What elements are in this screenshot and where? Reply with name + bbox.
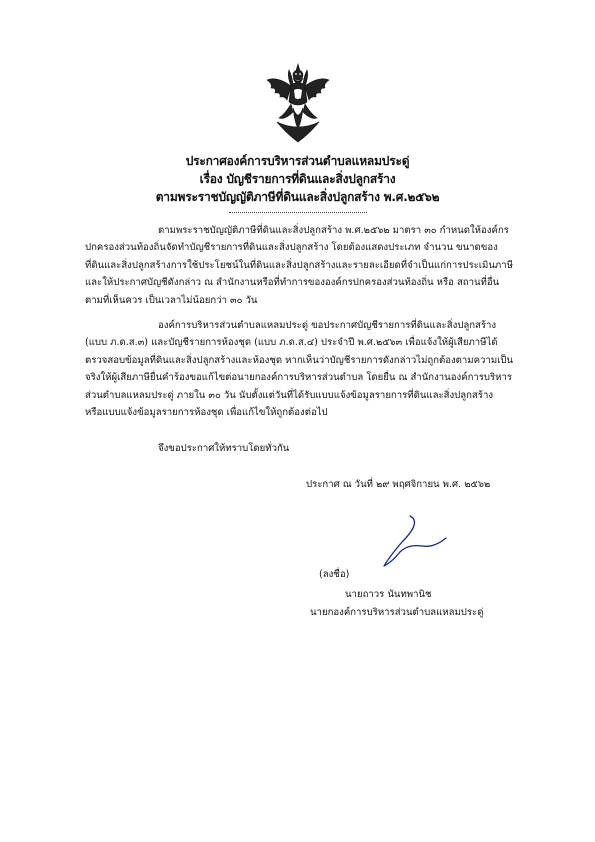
signatory-name: นายถาวร นันทพานิช xyxy=(345,589,432,600)
garuda-emblem-icon xyxy=(263,62,333,144)
paragraph-line: ตามพระราชบัญญัติภาษีที่ดินและสิ่งปลูกสร้าง พ.ศ.๒๕๖๒ มาตรา ๓๐ กำหนดให้องค์กร xyxy=(158,225,509,236)
closing-statement: จึงขอประกาศให้ทราบโดยทั่วกัน xyxy=(158,443,290,454)
body-paragraph-2 xyxy=(85,317,514,421)
announcement-title: ประกาศองค์การบริหารส่วนตำบลแหลมประดู่ xyxy=(185,154,410,168)
paragraph-line: จริงให้ผู้เสียภาษียื่นคำร้องขอแก้ไขต่อนายกองค์การบริหารส่วนตำบล โดยยื่น ณ สำนักงานองค์การบริหาร xyxy=(85,372,513,384)
paragraph-line: หรือแบบแจ้งข้อมูลรายการห้องชุด เพื่อแก้ไขให้ถูกต้องต่อไป xyxy=(85,406,328,418)
title-separator xyxy=(229,212,367,213)
paragraph-line: ตามที่เห็นควร เป็นเวลาไม่น้อยกว่า ๓๐ วัน xyxy=(85,294,258,306)
handwritten-signature xyxy=(362,512,462,572)
announcement-legal-basis: ตามพระราชบัญญัติภาษีที่ดินและสิ่งปลูกสร้าง พ.ศ.๒๕๖๒ xyxy=(155,190,440,204)
paragraph-line: องค์การบริหารส่วนตำบลแหลมประดู่ ขอประกาศบัญชีรายการที่ดินและสิ่งปลูกสร้าง xyxy=(158,320,497,331)
paragraph-line: ส่วนตำบลแหลมประดู่ ภายใน ๓๐ วัน นับตั้งแต่วันที่ได้รับแบบแจ้งข้อมูลรายการที่ดินและสิ่งปลูกสร้าง xyxy=(85,389,494,401)
paragraph-line: และให้ประกาศบัญชีดังกล่าว ณ สำนักงานหรือที่ทำการขององค์กรปกครองส่วนท้องถิ่น หรือ สถานที่อื่น xyxy=(85,277,500,289)
paragraph-line: ตรวจสอบข้อมูลที่ดินและสิ่งปลูกสร้างและห้องชุด หากเห็นว่าบัญชีรายการดังกล่าวไม่ถูกต้องตามความเป็น xyxy=(85,354,514,366)
body-paragraph-1 xyxy=(85,222,513,309)
signatory-position: นายกองค์การบริหารส่วนตำบลแหลมประดู่ xyxy=(310,607,484,618)
paragraph-line: (แบบ ภ.ด.ส.๓) และบัญชีรายการห้องชุด (แบบ ภ.ด.ส.๔) ประจำปี พ.ศ.๒๕๖๓ เพื่อแจ้งให้ผู้เสียภาษีได้ xyxy=(85,337,498,349)
signed-label: (ลงชื่อ) xyxy=(319,569,350,580)
announcement-subject: เรื่อง บัญชีรายการที่ดินและสิ่งปลูกสร้าง xyxy=(199,172,396,186)
announcement-date: ประกาศ ณ วันที่ ๒๙ พฤศจิกายน พ.ศ. ๒๕๖๒ xyxy=(306,479,491,490)
paragraph-line: ที่ดินและสิ่งปลูกสร้างการใช้ประโยชน์ในที่ดินและสิ่งปลูกสร้างและรายละเอียดที่จำเป็นแก่การประเมินภาษี xyxy=(85,259,513,271)
paragraph-line: ปกครองส่วนท้องถิ่นจัดทำบัญชีรายการที่ดินและสิ่งปลูกสร้าง โดยต้องแสดงประเภท จำนวน ขนาดของ xyxy=(85,242,498,254)
